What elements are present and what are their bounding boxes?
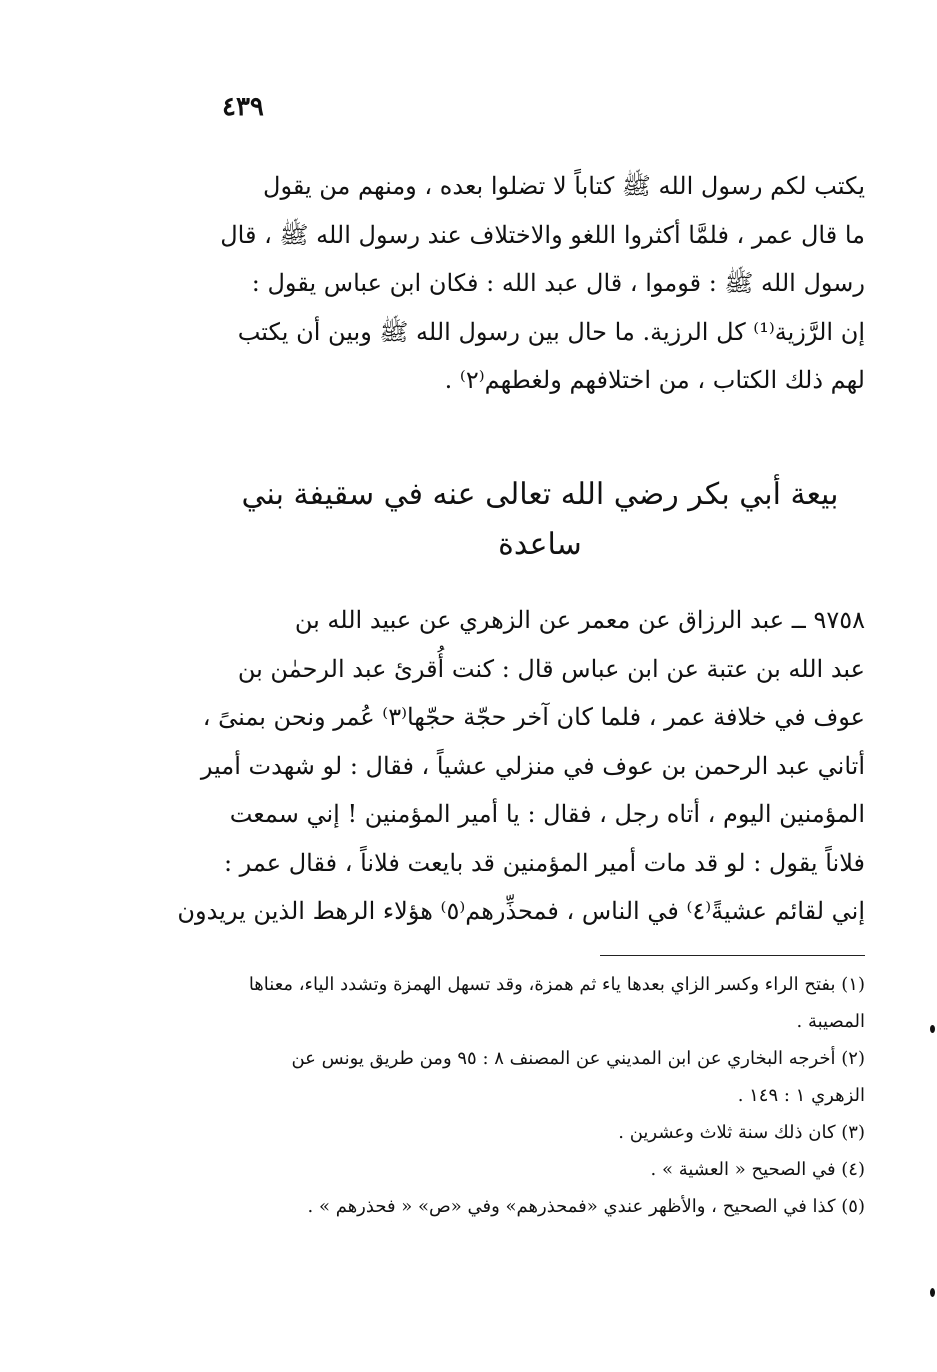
footnote-line: (٢) أخرجه البخاري عن ابن المديني عن المصنف ٨ : ٩٥ ومن طريق يونس عن: [291, 1048, 865, 1069]
footnote-2: [215, 1040, 865, 1114]
scan-speck: [930, 1025, 935, 1033]
section-heading-line-1: بيعة أبي بكر رضي الله تعالى عنه في سقيفة بني: [241, 477, 839, 512]
footnote-line: المصيبة .: [796, 1011, 865, 1032]
text-line: إني لقائم عشيةً⁽٤⁾ في الناس ، فمحذِّرهم⁽٥⁾ هؤلاء الرهط الذين يريدون: [177, 897, 865, 925]
text-line: لهم ذلك الكتاب ، من اختلافهم ولغطهم⁽٢⁾ .: [444, 366, 865, 394]
footnote-line: (٣) كان ذلك سنة ثلاث وعشرين .: [618, 1122, 865, 1143]
footnote-line: (٤) في الصحيح « العشية » .: [650, 1159, 865, 1180]
text-line: المؤمنين اليوم ، أتاه رجل ، فقال : يا أمير المؤمنين ! إني سمعت: [229, 800, 865, 828]
footnote-1: [215, 966, 865, 1040]
text-line: رسول الله ﷺ : قوموا ، قال عبد الله : فكان ابن عباس يقول :: [251, 269, 865, 297]
text-line: عوف في خلافة عمر ، فلما كان آخر حجّة حجّها⁽٣⁾ عُمر ونحن بمنىً ،: [202, 703, 865, 731]
text-line: إن الرَّزية⁽¹⁾ كل الرزية. ما حال بين رسول الله ﷺ وبين أن يكتب: [237, 317, 865, 346]
footnote-5: [215, 1188, 865, 1225]
footnote-line: الزهري ١ : ١٤٩ .: [737, 1085, 865, 1106]
footnote-3: [215, 1114, 865, 1151]
text-line: أتاني عبد الرحمن بن عوف في منزلي عشياً ، فقال : لو شهدت أمير: [200, 751, 865, 780]
text-line: ٩٧٥٨ ــ عبد الرزاق عن معمر عن الزهري عن عبيد الله بن: [294, 606, 865, 634]
page-number: ٤٣٩: [222, 92, 264, 122]
footnote-line: (٥) كذا في الصحيح ، والأظهر عندي «فمحذرهم» وفي «ص» « فحذرهم » .: [307, 1196, 865, 1217]
scan-speck: [930, 1288, 935, 1297]
text-line: يكتب لكم رسول الله ﷺ كتاباً لا تضلوا بعده ، ومنهم من يقول: [263, 172, 865, 200]
text-line: ما قال عمر ، فلمَّا أكثروا اللغو والاختلاف عند رسول الله ﷺ ، قال: [220, 220, 865, 249]
intro-paragraph: [215, 162, 865, 405]
text-line: فلاناً يقول : لو قد مات أمير المؤمنين قد بايعت فلاناً ، فقال عمر :: [223, 848, 865, 877]
hadith-paragraph: [177, 596, 865, 936]
footnote-line: (١) بفتح الراء وكسر الزاي بعدها ياء ثم همزة، وقد تسهل الهمزة وتشدد الياء، معناها: [248, 974, 865, 995]
footnote-separator: [600, 955, 865, 956]
footnote-4: [215, 1151, 865, 1188]
text-line: عبد الله بن عتبة عن ابن عباس قال : كنت أُقرئ عبد الرحمٰن بن: [237, 654, 865, 683]
section-heading-line-2: ساعدة: [498, 527, 582, 562]
